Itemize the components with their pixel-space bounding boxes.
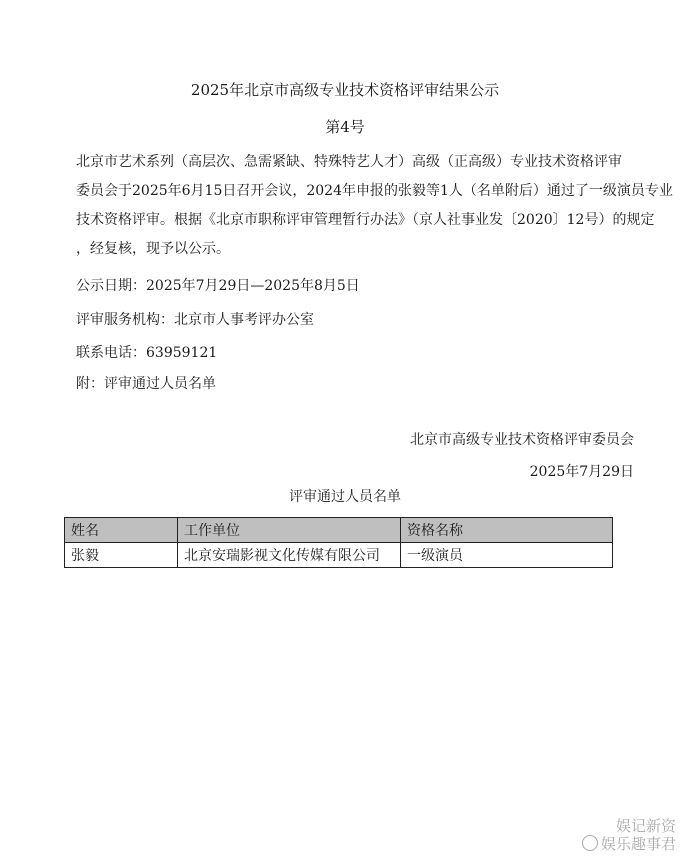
contact-phone: 联系电话：63959121 xyxy=(76,345,218,361)
cell-qualification: 一级演员 xyxy=(401,543,613,568)
notice-body xyxy=(76,148,673,264)
body-line: 北京市艺术系列（高层次、急需紧缺、特殊特艺人才）高级（正高级）专业技术资格评审 xyxy=(76,154,622,170)
header-qualification: 资格名称 xyxy=(401,518,613,543)
header-name: 姓名 xyxy=(65,518,178,543)
signature-date: 2025年7月29日 xyxy=(529,464,634,480)
publicity-date: 公示日期：2025年7月29日—2025年8月5日 xyxy=(76,278,360,294)
approved-list-table xyxy=(64,517,613,568)
header-employer: 工作单位 xyxy=(178,518,401,543)
weibo-logo-icon xyxy=(582,835,598,851)
cell-name: 张毅 xyxy=(65,543,178,568)
watermark-line-2 xyxy=(582,835,676,853)
attachment-note: 附：评审通过人员名单 xyxy=(76,376,216,392)
body-line: 委员会于2025年6月15日召开会议，2024年申报的张毅等1人（名单附后）通过了一级演员专业 xyxy=(76,183,673,199)
body-line: 技术资格评审。根据《北京市职称评审管理暂行办法》（京人社事业发〔2020〕12号）的规定 xyxy=(76,212,655,228)
watermark-account: 娱乐趣事君 xyxy=(600,835,676,853)
cell-employer: 北京安瑞影视文化传媒有限公司 xyxy=(178,543,401,568)
review-agency: 评审服务机构：北京市人事考评办公室 xyxy=(76,312,314,328)
list-title: 评审通过人员名单 xyxy=(289,489,401,505)
notice-number: 第4号 xyxy=(325,118,365,136)
watermark xyxy=(582,818,676,853)
watermark-line-1: 娱记新资 xyxy=(615,817,676,835)
body-line: ，经复核，现予以公示。 xyxy=(76,241,230,257)
notice-title: 2025年北京市高级专业技术资格评审结果公示 xyxy=(190,81,500,99)
table-row xyxy=(65,543,613,568)
table-header-row xyxy=(65,518,613,543)
signature-org: 北京市高级专业技术资格评审委员会 xyxy=(410,432,634,448)
